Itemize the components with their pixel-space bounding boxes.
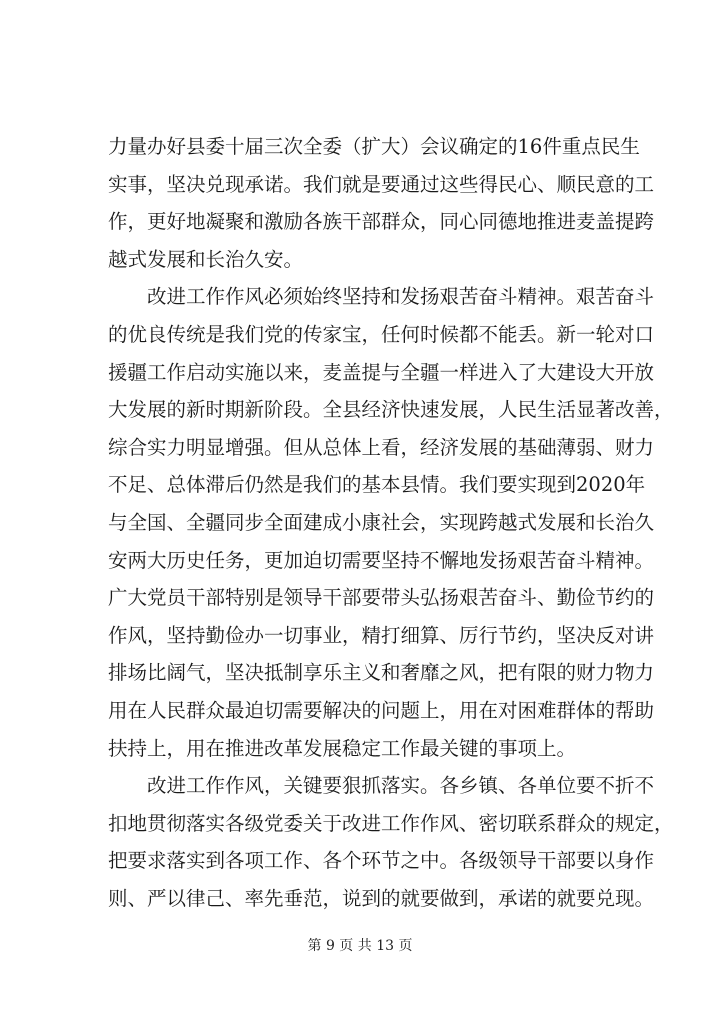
text-line: 援疆工作启动实施以来，麦盖提与全疆一样进入了大建设大开放 — [108, 360, 655, 384]
text-line: 综合实力明显增强。但从总体上看，经济发展的基础薄弱、财力 — [108, 435, 655, 459]
text-line: 扶持上，用在推进改革发展稳定工作最关键的事项上。 — [108, 736, 577, 760]
text-line: 改进工作作风，关键要狠抓落实。各乡镇、各单位要不折不 — [147, 774, 655, 798]
text-line: 把要求落实到各项工作、各个环节之中。各级领导干部要以身作 — [108, 849, 655, 873]
text-line: 作，更好地凝聚和激励各族干部群众，同心同德地推进麦盖提跨 — [108, 210, 655, 234]
text-line: 与全国、全疆同步全面建成小康社会，实现跨越式发展和长治久 — [108, 510, 655, 534]
text-line: 安两大历史任务，更加迫切需要坚持不懈地发扬艰苦奋斗精神。 — [108, 548, 655, 572]
text-line: 力量办好县委十届三次全委（扩大）会议确定的16件重点民生 — [108, 135, 640, 158]
text-line: 扣地贯彻落实各级党委关于改进工作作风、密切联系群众的规定， — [108, 811, 674, 835]
text-line: 作风，坚持勤俭办一切事业，精打细算、厉行节约，坚决反对讲 — [108, 623, 655, 647]
text-line: 用在人民群众最迫切需要解决的问题上，用在对困难群体的帮助 — [108, 698, 655, 722]
page-footer: 第 9 页 共 13 页 — [307, 938, 413, 954]
text-line: 不足、总体滞后仍然是我们的基本县情。我们要实现到2020年 — [108, 473, 646, 497]
text-line: 大发展的新时期新阶段。全县经济快速发展，人民生活显著改善， — [108, 398, 674, 422]
text-line: 的优良传统是我们党的传家宝，任何时候都不能丢。新一轮对口 — [108, 322, 655, 346]
text-line: 排场比阔气，坚决抵制享乐主义和奢靡之风，把有限的财力物力 — [108, 661, 655, 685]
text-line: 实事，坚决兑现承诺。我们就是要通过这些得民心、顺民意的工 — [108, 172, 655, 196]
text-line: 广大党员干部特别是领导干部要带头弘扬艰苦奋斗、勤俭节约的 — [108, 586, 655, 610]
text-line: 则、严以律己、率先垂范，说到的就要做到，承诺的就要兑现。 — [108, 886, 655, 910]
body-text — [108, 128, 674, 917]
text-line: 越式发展和长治久安。 — [108, 247, 304, 271]
text-line: 改进工作作风必须始终坚持和发扬艰苦奋斗精神。艰苦奋斗 — [147, 285, 655, 309]
